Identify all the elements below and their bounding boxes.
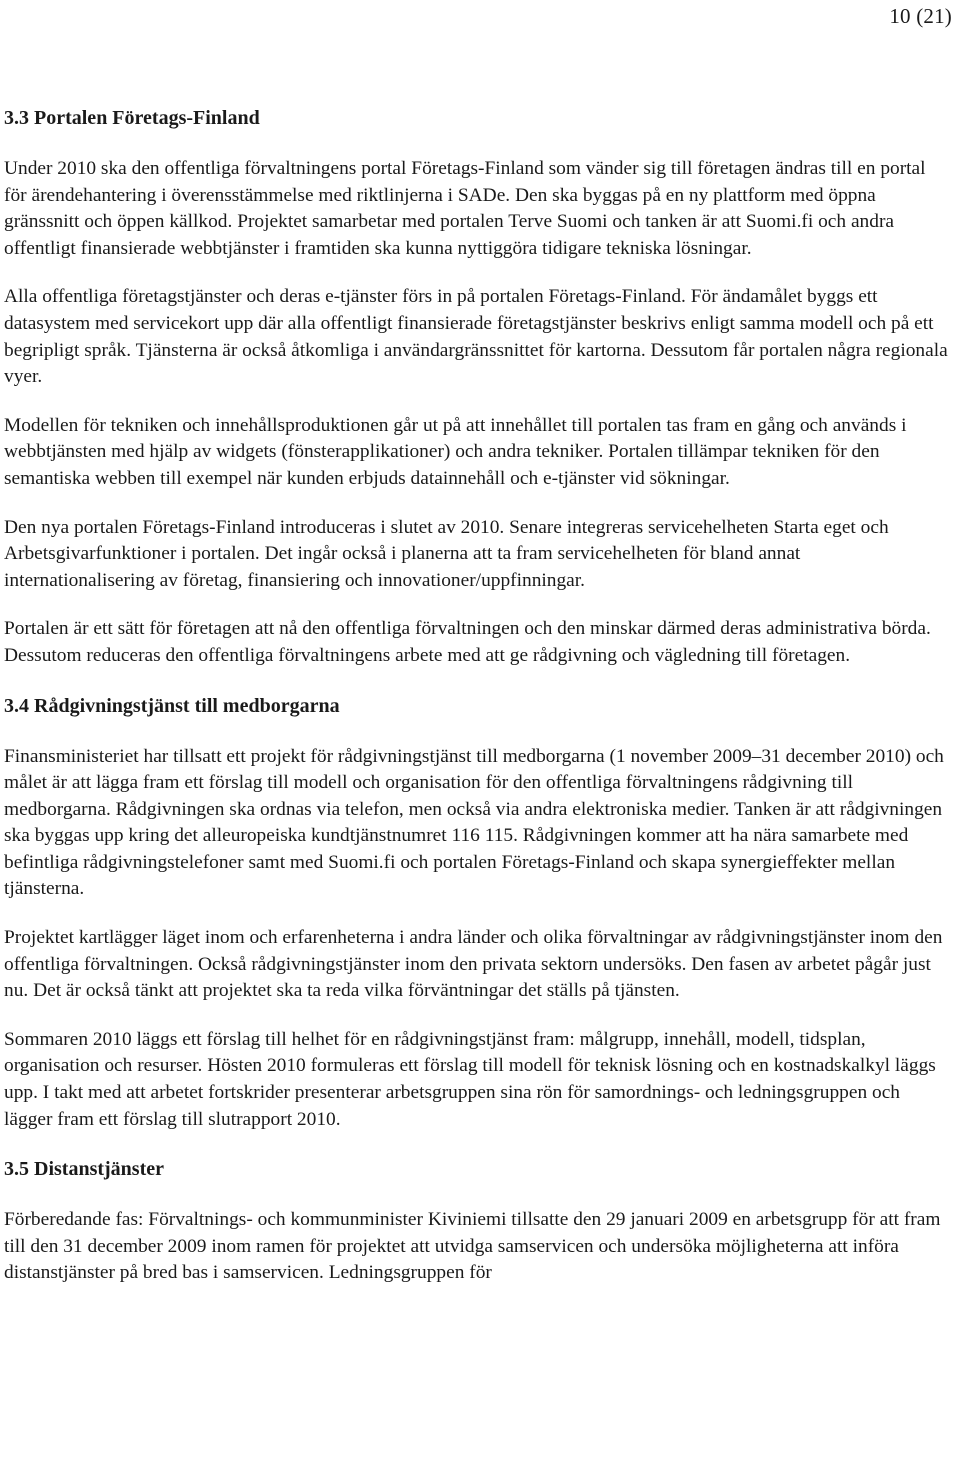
paragraph: Projektet kartlägger läget inom och erfarenheterna i andra länder och olika förvaltningar av rådgivningstjänster inom den offentliga förvaltningen. Också rådgivningstjänster inom den privata sektorn undersöks. Den fasen av arbetet pågår just nu. Det är också tänkt att projektet ska ta reda vilka förväntningar det ställs på tjänsten. xyxy=(4,927,943,1002)
section-heading: 3.3 Portalen Företags-Finland xyxy=(4,107,260,129)
section-3-5 xyxy=(4,1155,952,1287)
paragraph: Den nya portalen Företags-Finland introduceras i slutet av 2010. Senare integreras servicehelheten Starta eget och Arbetsgivarfunktioner i portalen. Det ingår också i planerna att ta fram servicehelheten för bland annat internationalisering av företag, finansiering och innovationer/uppfinningar. xyxy=(4,516,889,591)
section-heading: 3.5 Distanstjänster xyxy=(4,1158,164,1181)
section-3-4 xyxy=(4,692,952,1134)
page-number: 10 (21) xyxy=(889,4,952,28)
paragraph: Förberedande fas: Förvaltnings- och kommunminister Kiviniemi tillsatte den 29 januari 2009 en arbetsgrupp för att fram till den 31 december 2009 inom ramen för projektet att utvidga samservicen och undersöka möjligheterna att införa distanstjänster på bred bas i samservicen. Ledningsgruppen för xyxy=(4,1209,941,1284)
paragraph: Sommaren 2010 läggs ett förslag till helhet för en rådgivningstjänst fram: målgrupp, innehåll, modell, tidsplan, organisation och resurser. Hösten 2010 formuleras ett förslag till modell för teknisk lösning och en kostnadskalkyl läggs upp. I takt med att arbetet fortskrider presenterar arbetsgruppen sina rön för samordnings- och ledningsgruppen och lägger fram ett förslag till slutrapport 2010. xyxy=(4,1028,936,1130)
paragraph: Portalen är ett sätt för företagen att nå den offentliga förvaltningen och den minskar därmed deras administrativa börda. Dessutom reduceras den offentliga förvaltningens arbete med att ge rådgivning och vägledning till företagen. xyxy=(4,618,931,666)
paragraph: Finansministeriet har tillsatt ett projekt för rådgivningstjänst till medborgarna (1 november 2009–31 december 2010) och målet är att lägga fram ett förslag till modell och organisation för den offentliga förvaltningens rådgivning till medborgarna. Rådgivningen ska ordnas via telefon, men också via andra elektroniska medier. Tanken är att rådgivningen ska byggas upp kring det alleuropeiska kundtjänstnumret 116 115. Rådgivningen kommer att ha nära samarbete med befintliga rådgivningstelefoner samt med Suomi.fi och portalen Företags-Finland och skapa synergieffekter mellan tjänsterna. xyxy=(4,745,944,900)
section-3-3 xyxy=(4,104,952,670)
paragraph: Under 2010 ska den offentliga förvaltningens portal Företags-Finland som vänder sig till företagen ändras till en portal för ärendehantering i överensstämmelse med riktlinjerna i SADe. Den ska byggas på en ny plattform med öppna gränssnitt och öppen källkod. Projektet samarbetar med portalen Terve Suomi och tanken är att Suomi.fi och andra offentligt finansierade webbtjänster i framtiden ska kunna nyttiggöra tidigare tekniska lösningar. xyxy=(4,158,926,259)
document-body xyxy=(4,104,952,1309)
section-heading: 3.4 Rådgivningstjänst till medborgarna xyxy=(4,694,340,717)
paragraph: Alla offentliga företagstjänster och deras e-tjänster förs in på portalen Företags-Finland. För ändamålet byggs ett datasystem med servicekort upp där alla offentligt finansierade företagstjänster beskrivs enligt samma modell och på ett begripligt språk. Tjänsterna är också åtkomliga i användargränssnittet för kartorna. Dessutom får portalen några regionala vyer. xyxy=(4,286,948,388)
paragraph: Modellen för tekniken och innehållsproduktionen går ut på att innehållet till portalen tas fram en gång och används i webbtjänsten med hjälp av widgets (fönsterapplikationer) och andra tekniker. Portalen tillämpar tekniken för den semantiska webben till exempel när kunden erbjuds datainnehåll och e-tjänster vid sökningar. xyxy=(4,414,907,489)
